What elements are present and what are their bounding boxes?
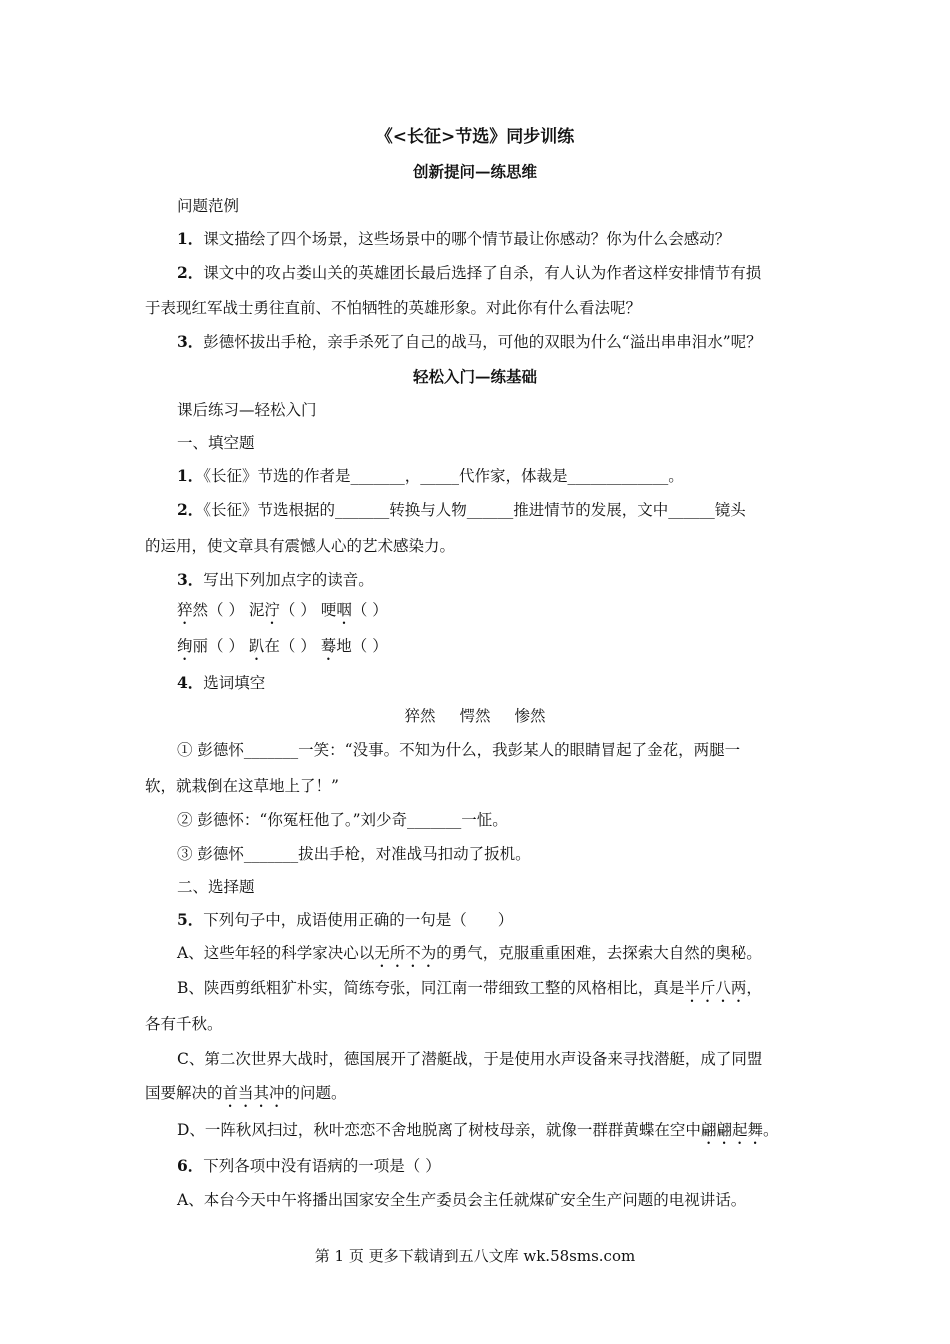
fill-sentence-2: ② 彭德怀：“你冤枉他了。”刘少奇_______一怔。	[177, 811, 508, 829]
option-5b: B、陕西剪纸粗犷朴实，简练夸张，同江南一带细致工整的风格相比，真是半斤八两，	[177, 979, 762, 997]
word-option: 愕然	[459, 707, 491, 725]
part-fill-in: 一、填空题	[177, 434, 255, 452]
example-question-1: 1．课文描绘了四个场景，这些场景中的哪个情节最让你感动？你为什么会感动？	[177, 229, 731, 248]
section-heading-innovation: 创新提问—练思维	[412, 162, 537, 181]
examples-label: 问题范例	[177, 197, 240, 215]
question-2: 2．《长征》节选根据的_______转换与人物______推进情节的发展，文中______镜头	[177, 500, 746, 519]
option-5b-cont: 各有千秋。	[145, 1015, 223, 1033]
pinyin-row-2: 绚丽（ ） 趴在（ ） 蓦地（ ）	[177, 637, 388, 655]
question-4: 4．选词填空	[177, 673, 266, 692]
option-5c: C、第二次世界大战时，德国展开了潜艇战，于是使用水声设备来寻找潜艇，成了同盟	[177, 1050, 763, 1068]
question-5: 5．下列句子中，成语使用正确的一句是（ ）	[177, 910, 514, 929]
example-question-2-cont: 于表现红军战士勇往直前、不怕牺牲的英雄形象。对此你有什么看法呢？	[145, 299, 642, 317]
pinyin-row-1: 猝然（ ） 泥泞（ ） 哽咽（ ）	[177, 601, 388, 619]
fill-sentence-1-cont: 软，就栽倒在这草地上了！”	[145, 777, 339, 795]
word-option: 惨然	[514, 707, 546, 725]
question-1: 1．《长征》节选的作者是_______，_____代作家，体裁是_____________。	[177, 466, 684, 485]
page-footer: 第 1 页 更多下载请到五八文库 wk.58sms.com	[314, 1247, 636, 1265]
section-heading-basics: 轻松入门—练基础	[412, 367, 537, 386]
question-6: 6．下列各项中没有语病的一项是（ ）	[177, 1156, 441, 1175]
question-2-cont: 的运用，使文章具有震憾人心的艺术感染力。	[145, 537, 456, 555]
word-option: 猝然	[404, 707, 436, 725]
fill-sentence-3: ③ 彭德怀_______拔出手枪，对准战马扣动了扳机。	[177, 845, 531, 863]
example-question-2: 2．课文中的攻占娄山关的英雄团长最后选择了自杀，有人认为作者这样安排情节有损	[177, 263, 762, 282]
option-5c-cont: 国要解决的首当其冲的问题。	[145, 1084, 347, 1102]
practice-label: 课后练习—轻松入门	[177, 401, 317, 419]
page-title: 《<长征>节选》同步训练	[375, 127, 575, 147]
word-bank	[0, 706, 950, 726]
example-question-3: 3．彭德怀拔出手枪，亲手杀死了自己的战马，可他的双眼为什么“溢出串串泪水”呢？	[177, 332, 762, 351]
fill-sentence-1: ① 彭德怀_______一笑：“没事。不知为什么，我彭某人的眼睛冒起了金花，两腿一	[177, 741, 741, 759]
option-5a: A、这些年轻的科学家决心以无所不为的勇气，克服重重困难，去探索大自然的奥秘。	[177, 944, 762, 962]
option-6a: A、本台今天中午将播出国家安全生产委员会主任就煤矿安全生产问题的电视讲话。	[177, 1191, 747, 1209]
part-multiple-choice: 二、选择题	[177, 878, 255, 896]
question-3: 3．写出下列加点字的读音。	[177, 570, 374, 589]
option-5d: D、一阵秋风扫过，秋叶恋恋不舍地脱离了树枝母亲，就像一群群黄蝶在空中翩翩起舞。	[177, 1121, 779, 1139]
